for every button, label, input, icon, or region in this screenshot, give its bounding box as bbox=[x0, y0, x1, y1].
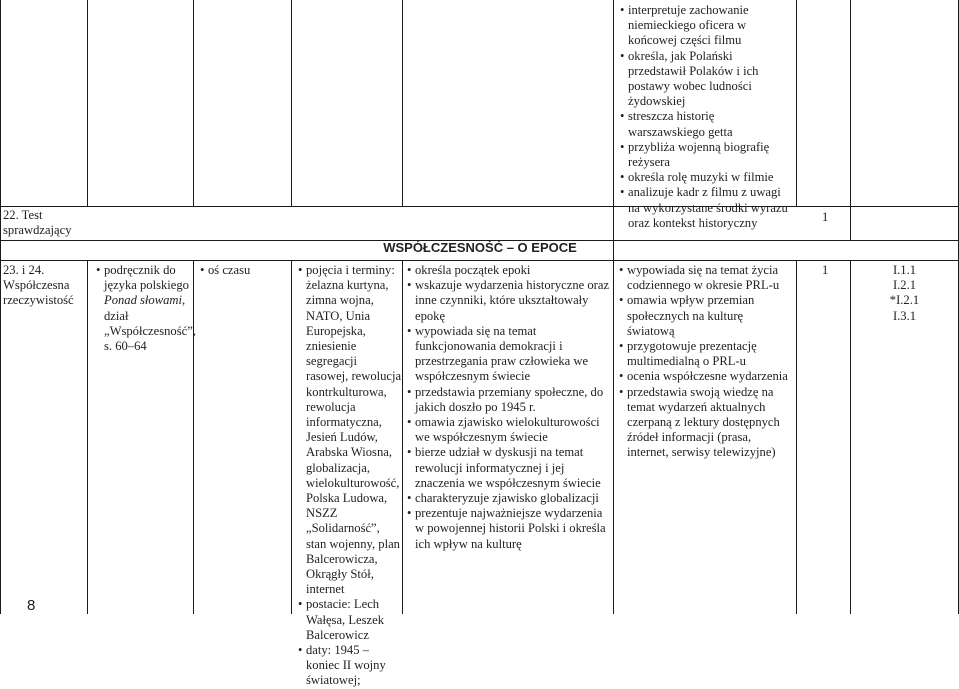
test-lesson-title: 22. Test sprawdzający bbox=[3, 208, 72, 238]
list-item: • analizuje kadr z filmu z uwagi na wykorzystane środki wyrazu oraz kontekst historyczny bbox=[620, 185, 792, 231]
list-item: • wypowiada się na temat życia codziennego w okresie PRL-u bbox=[619, 263, 793, 293]
list-item: • interpretuje zachowanie niemieckiego oficera w końcowej części filmu bbox=[620, 3, 792, 49]
table-border bbox=[796, 260, 797, 614]
table-border bbox=[0, 206, 959, 207]
standard-code: I.2.1 bbox=[892, 278, 917, 293]
list-item: • prezentuje najważniejsze wydarzenia w powojennej historii Polski i określa ich wpływ na kulturę bbox=[407, 506, 610, 552]
list-item: • określa, jak Polański przedstawił Polaków i ich postawy wobec ludności żydowskiej bbox=[620, 49, 792, 110]
table-border bbox=[0, 0, 1, 614]
concepts-cell bbox=[298, 263, 402, 689]
table-border bbox=[291, 260, 292, 614]
standards-cell bbox=[851, 263, 958, 324]
basic-outcomes-list bbox=[407, 263, 610, 552]
standard-code: I.3.1 bbox=[892, 308, 917, 323]
table-border bbox=[193, 260, 194, 614]
book-title: Ponad słowami bbox=[104, 293, 183, 308]
standard-code: *I.2.1 bbox=[889, 293, 920, 308]
list-item: • charakteryzuje zjawisko globalizacji bbox=[407, 491, 610, 506]
test-hours: 1 bbox=[822, 210, 829, 224]
materials-list bbox=[96, 263, 196, 354]
basic-outcomes-cell bbox=[407, 263, 610, 552]
methods-cell bbox=[200, 263, 288, 278]
table-border bbox=[87, 0, 88, 206]
list-item: • przygotowuje prezentację multimedialną o PRL-u bbox=[619, 339, 793, 369]
list-item: • pojęcia i terminy: żelazna kurtyna, zimna wojna, NATO, Unia Europejska, zniesienie segregacji rasowej, rewolucja kontrkulturowa, rewolucja informatyczna, Jesień Ludów, Arabska Wiosna, globalizacja, wielokulturowość, Polska Ludowa, NSZZ „Solidarność”, stan wojenny, plan Balcerowicza, Okrągły Stół, internet bbox=[298, 263, 402, 597]
table-border bbox=[0, 260, 959, 261]
table-border bbox=[402, 260, 403, 614]
film-outcomes-cell bbox=[620, 3, 792, 231]
extended-outcomes-list bbox=[619, 263, 793, 461]
table-border bbox=[796, 0, 797, 206]
lesson-title: 23. i 24. Współczesna rzeczywistość bbox=[3, 263, 74, 308]
table-border bbox=[402, 0, 403, 206]
table-border bbox=[193, 0, 194, 206]
section-header: WSPÓŁCZESNOŚĆ – O EPOCE bbox=[383, 240, 577, 255]
concepts-list bbox=[298, 263, 402, 689]
material-text: , dział „Współczesność”, s. 60–64 bbox=[104, 293, 196, 354]
materials-cell bbox=[96, 263, 196, 354]
methods-list bbox=[200, 263, 288, 278]
list-item: • przybliża wojenną biografię reżysera bbox=[620, 140, 792, 170]
list-item: • postacie: Lech Wałęsa, Leszek Balcerowicz bbox=[298, 597, 402, 643]
list-item: • określa początek epoki bbox=[407, 263, 610, 278]
list-item: • określa rolę muzyki w filmie bbox=[620, 170, 792, 185]
list-item: • daty: 1945 – koniec II wojny światowej; bbox=[298, 643, 402, 689]
list-item: • wypowiada się na temat funkcjonowania demokracji i przestrzegania praw człowieka we współczesnym świecie bbox=[407, 324, 610, 385]
list-item: • streszcza historię warszawskiego getta bbox=[620, 109, 792, 139]
table-border bbox=[850, 0, 851, 240]
list-item: • omawia zjawisko wielokulturowości we współczesnym świecie bbox=[407, 415, 610, 445]
table-border bbox=[291, 0, 292, 206]
film-outcomes-list bbox=[620, 3, 792, 231]
page-number: 8 bbox=[27, 597, 36, 614]
list-item: • wskazuje wydarzenia historyczne oraz inne czynniki, które ukształtowały epokę bbox=[407, 278, 610, 324]
material-text: podręcznik do języka polskiego bbox=[104, 263, 189, 293]
table-border bbox=[87, 260, 88, 614]
lesson-hours: 1 bbox=[822, 263, 829, 277]
list-item: • oś czasu bbox=[200, 263, 288, 278]
list-item: • ocenia współczesne wydarzenia bbox=[619, 369, 793, 384]
list-item: • omawia wpływ przemian społecznych na kulturę światową bbox=[619, 293, 793, 339]
list-item: • przedstawia swoją wiedzę na temat wydarzeń aktualnych czerpaną z lektury dostępnych źródeł informacji (prasa, internet, serwisy telewizyjne) bbox=[619, 385, 793, 461]
list-item bbox=[96, 263, 196, 354]
standard-code: I.1.1 bbox=[892, 263, 917, 277]
list-item: • bierze udział w dyskusji na temat rewolucji informatycznej i jej znaczenia we współczesnym świecie bbox=[407, 445, 610, 491]
table-border bbox=[613, 0, 614, 614]
extended-outcomes-cell bbox=[619, 263, 793, 461]
list-item: • przedstawia przemiany społeczne, do jakich doszło po 1945 r. bbox=[407, 385, 610, 415]
